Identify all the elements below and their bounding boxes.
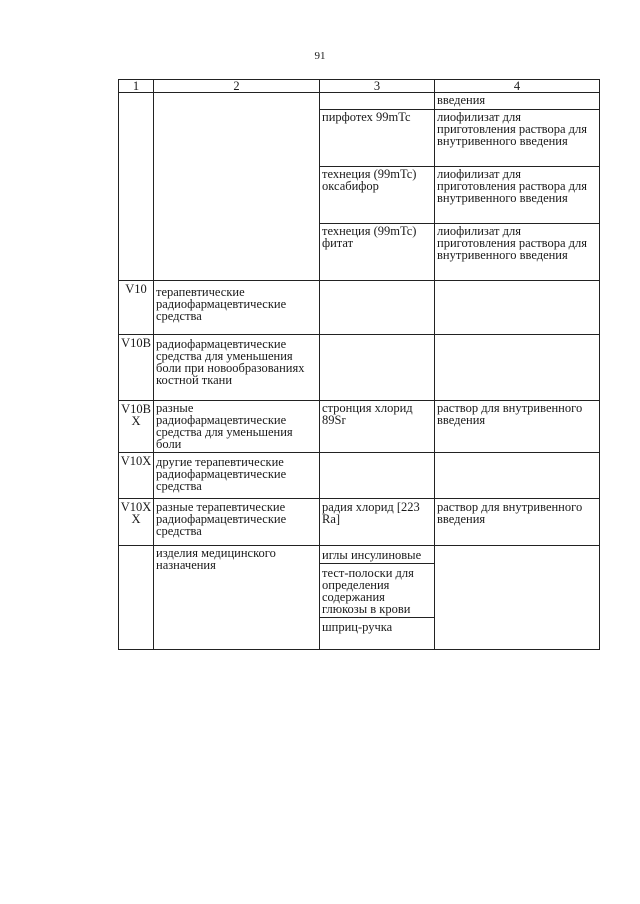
table-row bbox=[119, 281, 600, 335]
drug-name-cell: пирфотех 99mTc bbox=[320, 110, 435, 167]
group-cell: разные терапевтические радиофармацевтические средства bbox=[154, 499, 320, 546]
page-number: 91 bbox=[314, 50, 326, 62]
code-cell: V10X X bbox=[119, 499, 154, 546]
table-row bbox=[119, 453, 600, 499]
dosage-form-cell bbox=[435, 453, 600, 499]
drug-name-cell bbox=[320, 93, 435, 110]
drug-name-cell bbox=[320, 453, 435, 499]
dosage-form-cell: лиофилизат для приготовления раствора для внутривенного введения bbox=[435, 167, 600, 224]
code-cell bbox=[119, 546, 154, 650]
dosage-form-cell: введения bbox=[435, 93, 600, 110]
group-cell: радиофармацевтические средства для уменьшения боли при новообразованиях костной ткани bbox=[154, 335, 320, 401]
group-cell: изделия медицинского назначения bbox=[154, 546, 320, 650]
dosage-form-cell bbox=[435, 281, 600, 335]
dosage-form-cell: лиофилизат для приготовления раствора для внутривенного введения bbox=[435, 110, 600, 167]
dosage-form-cell bbox=[435, 546, 600, 650]
table-row bbox=[119, 499, 600, 546]
group-cell bbox=[154, 93, 320, 281]
code-cell: V10B X bbox=[119, 401, 154, 453]
group-cell: разные радиофармацевтические средства для уменьшения боли bbox=[154, 401, 320, 453]
drug-name-cell: радия хлорид [223 Ra] bbox=[320, 499, 435, 546]
drug-name-cell bbox=[320, 281, 435, 335]
table-row bbox=[119, 546, 600, 650]
table-row bbox=[119, 401, 600, 453]
table-header-row bbox=[119, 80, 600, 93]
group-cell: другие терапевтические радиофармацевтические средства bbox=[154, 453, 320, 499]
code-cell: V10B bbox=[119, 335, 154, 401]
header-col-2: 2 bbox=[154, 80, 320, 93]
dosage-form-cell: лиофилизат для приготовления раствора для внутривенного введения bbox=[435, 224, 600, 281]
drug-name-cell: стронция хлорид 89Sr bbox=[320, 401, 435, 453]
code-cell: V10 bbox=[119, 281, 154, 335]
header-col-4: 4 bbox=[435, 80, 600, 93]
drug-classification-table bbox=[118, 79, 600, 650]
dosage-form-cell: раствор для внутривенного введения bbox=[435, 499, 600, 546]
device-item: иглы инсулиновые bbox=[320, 546, 434, 564]
table-row bbox=[119, 93, 600, 110]
dosage-form-cell: раствор для внутривенного введения bbox=[435, 401, 600, 453]
group-cell: терапевтические радиофармацевтические средства bbox=[154, 281, 320, 335]
device-item: шприц-ручка bbox=[322, 620, 393, 634]
device-item: тест-полоски для определения содержания глюкозы в крови bbox=[320, 564, 434, 618]
device-list bbox=[320, 546, 434, 635]
header-col-3: 3 bbox=[320, 80, 435, 93]
table-row bbox=[119, 335, 600, 401]
code-cell bbox=[119, 93, 154, 281]
drug-name-cell: технеция (99mTc) фитат bbox=[320, 224, 435, 281]
code-cell: V10X bbox=[119, 453, 154, 499]
drug-name-cell bbox=[320, 335, 435, 401]
drug-name-cell: технеция (99mTc) оксабифор bbox=[320, 167, 435, 224]
header-col-1: 1 bbox=[119, 80, 154, 93]
device-list-cell bbox=[320, 546, 435, 650]
dosage-form-cell bbox=[435, 335, 600, 401]
